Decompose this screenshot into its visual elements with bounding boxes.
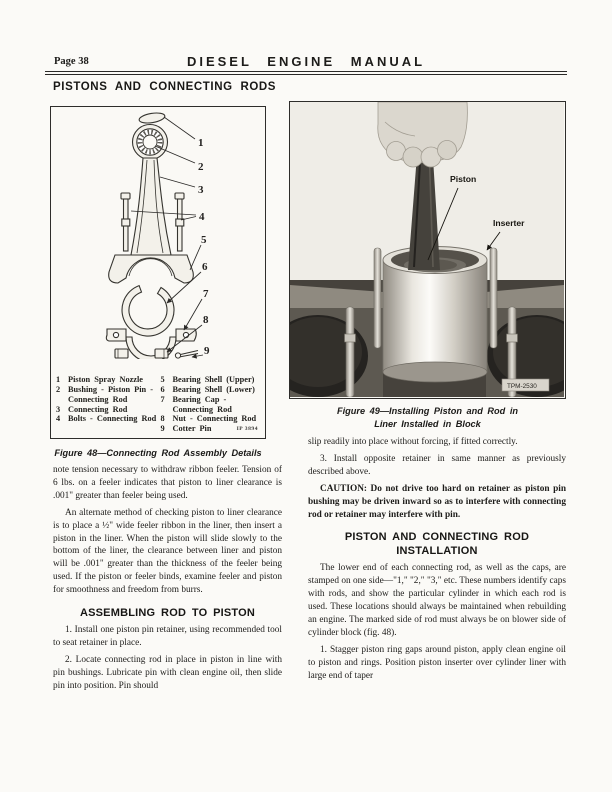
- figure49-caption: [289, 405, 566, 430]
- header-title: DIESEL ENGINE MANUAL: [186, 54, 426, 69]
- legend-item: 3 Connecting Rod: [56, 404, 128, 414]
- step-stagger-rings: 1. Stagger piston ring gaps around piston, apply clean engine oil to piston and rings. Position piston inserter over cylinder liner with large end of taper: [308, 644, 566, 681]
- legend-item: 4 Bolts - Connecting Rod: [56, 414, 157, 424]
- rod-big-end: [109, 255, 194, 283]
- cotter-pin: [175, 351, 198, 359]
- figure48-caption: Figure 48—Connecting Rod Assembly Details: [54, 448, 262, 458]
- header-rule: [45, 71, 567, 75]
- figure49-caption-line1: Figure 49—Installing Piston and Rod in: [336, 406, 518, 416]
- figure49-photo-code: TPM-2530: [507, 383, 537, 390]
- caution-paragraph: CAUTION: Do not drive too hard on retainer as piston pin bushing may be driven inward so as to interfere with connecting rod or retainer may interfere with pin.: [308, 483, 566, 520]
- step-locate-rod: 2. Locate connecting rod in place in piston in line with pin bushings. Lubricate pin with clean engine oil, then slide pin into position. Pin should: [53, 654, 282, 691]
- legend-item: 5 Bearing Shell (Upper): [160, 375, 255, 385]
- callout-9: 9: [204, 345, 210, 357]
- callout-4: 4: [199, 211, 205, 223]
- heading-assembling-rod: ASSEMBLING ROD TO PISTON: [79, 607, 256, 620]
- legend-item: 9 Cotter Pin: [160, 424, 212, 434]
- heading-piston-installation: PISTON AND CONNECTING ROD INSTALLATION: [344, 531, 530, 558]
- body-left-column: [53, 464, 282, 697]
- body-right-column: [308, 436, 566, 687]
- legend-item: 7 Bearing Cap - Connecting Rod: [160, 394, 232, 414]
- callout-6: 6: [202, 261, 208, 273]
- paragraph-slip-readily: slip readily into place without forcing, if fitted correctly.: [308, 437, 518, 447]
- paragraph-alternate-method: An alternate method of checking piston to liner clearance is to place a ½" wide feeler ribbon in the liner, then insert a piston in the liner. When the piston will slide slowly to the bottom of the liner, the clearance between liner and piston will be .001" greater than the thickness of the feeler being used. If the piston or feeler binds, examine feeler and piston for smoothness and freedom from burrs.: [53, 507, 282, 596]
- legend-item: 2 Bushing - Piston Pin - Connecting Rod: [56, 385, 153, 404]
- step-install-retainer: 1. Install one piston pin retainer, using recommended tool to seat retainer in place.: [53, 625, 282, 648]
- section-title: PISTONS AND CONNECTING RODS: [53, 81, 277, 93]
- callout-3: 3: [198, 184, 204, 196]
- callout-1: 1: [198, 137, 204, 149]
- spray-nozzle: [138, 111, 165, 124]
- callout-5: 5: [201, 234, 207, 246]
- legend-item: 8 Nut - Connecting Rod: [160, 414, 257, 424]
- paragraph-rod-stamping: The lower end of each connecting rod, as well as the caps, are stamped on one side—"1," "2," "3," etc. These numbers identify caps with rods, and show the particular cylinder in which each rod is used. These locations should always be maintained when rebuilding an engine. The marked side of rod must always be on blower side of cylinder block (fig. 48).: [308, 563, 566, 638]
- figure49-caption-line2: Liner Installed in Block: [374, 418, 481, 429]
- page-number: Page 38: [54, 56, 89, 67]
- piston-label: Piston: [450, 174, 477, 184]
- figure48-photo-code: IP 3894: [236, 426, 258, 432]
- callout-2: 2: [198, 161, 204, 173]
- figure49-box: [289, 101, 566, 399]
- inserter-label: Inserter: [493, 218, 525, 228]
- figure48-drawing: [51, 107, 264, 359]
- paragraph-feeler-tension: note tension necessary to withdraw ribbon feeler. Tension of 6 lbs. on a feeler indicates that piston to liner clearance is .001" greater than feeler being used.: [53, 465, 282, 501]
- bearing-shell: [122, 286, 174, 336]
- photo-code-tag: [502, 379, 549, 391]
- figure48-box: [50, 106, 266, 439]
- callout-8: 8: [203, 314, 209, 326]
- legend-item: 1 Piston Spray Nozzle: [56, 375, 143, 385]
- legend-column-left: [56, 375, 157, 434]
- rod-shank: [131, 158, 171, 255]
- figure49-photo: [290, 102, 564, 397]
- step-install-opposite: 3. Install opposite retainer in same manner as previously described above.: [308, 453, 566, 477]
- figure48-legend: [56, 375, 261, 434]
- legend-item: 6 Bearing Shell (Lower): [160, 385, 255, 395]
- callout-7: 7: [203, 288, 209, 300]
